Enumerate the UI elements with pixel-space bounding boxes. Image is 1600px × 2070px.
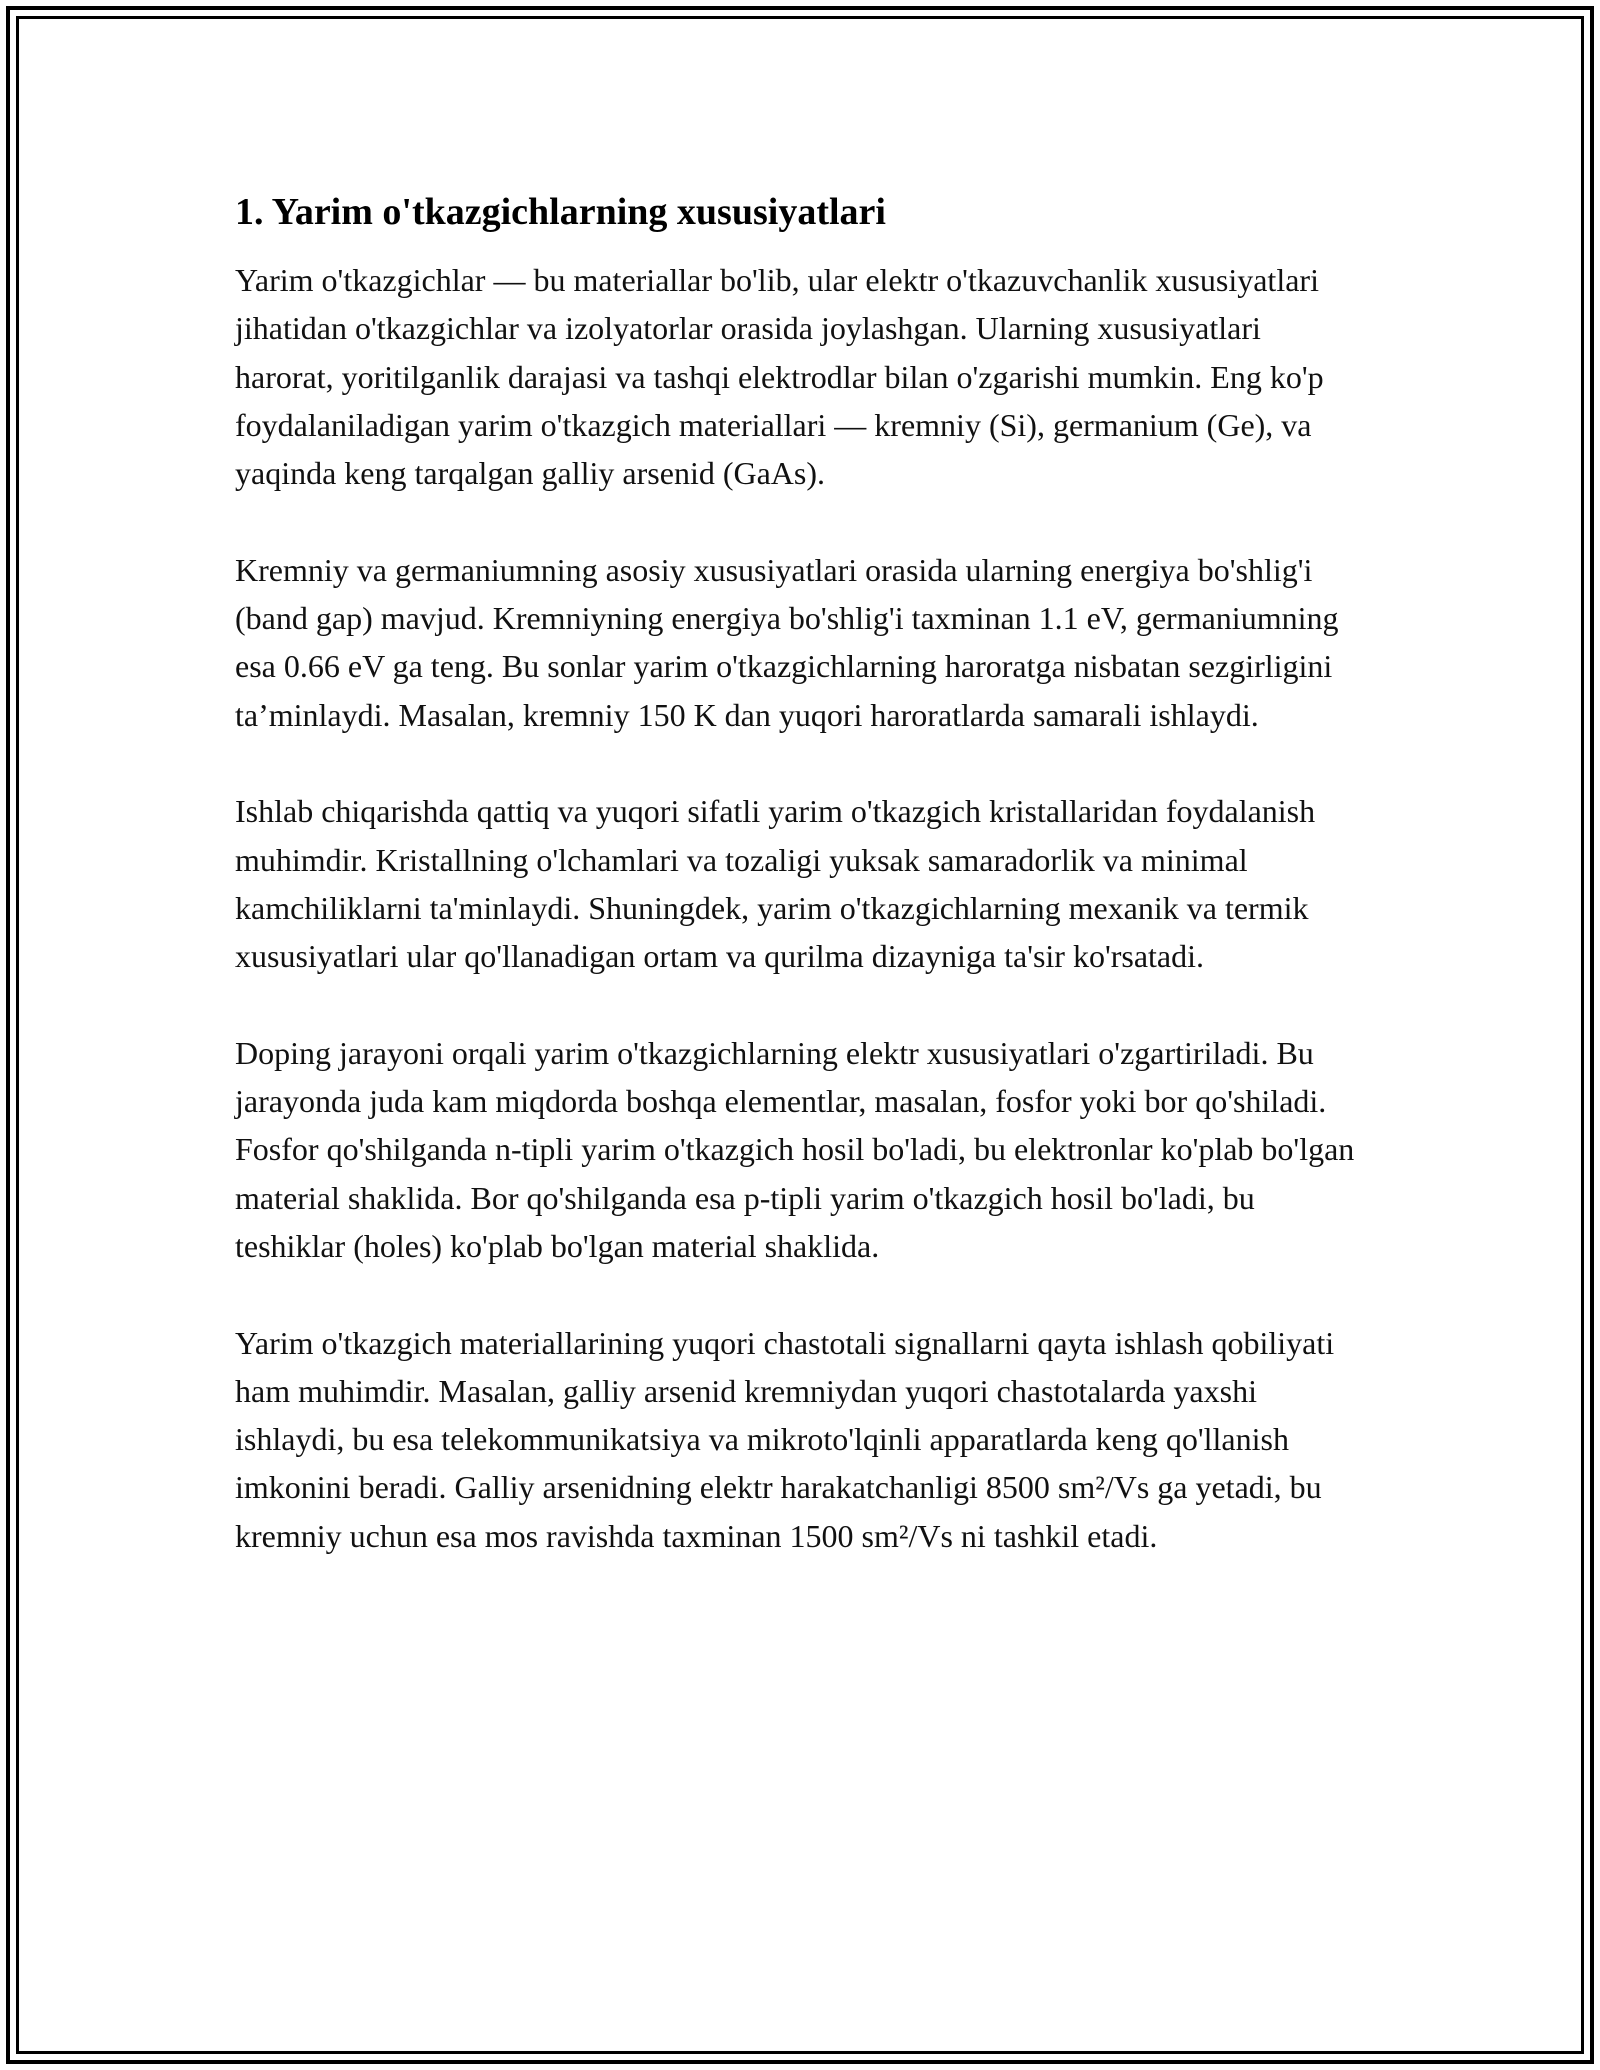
paragraph-high-frequency: Yarim o'tkazgich materiallarining yuqori chastotali signallarni qayta ishlash qobiliyati ham muhimdir. Masalan, galliy arsenid kremniydan yuqori chastotalarda yaxshi ishlaydi, bu esa telekommunikatsiya va mikroto'lqinli apparatlarda keng qo'llanish imkonini beradi. Galliy arsenidning elektr harakatchanligi 8500 sm²/Vs ga yetadi, bu kremniy uchun esa mos ravishda taxminan 1500 sm²/Vs ni tashkil etadi. (235, 1324, 1335, 1554)
paragraph-semiconductor-definition: Yarim o'tkazgichlar — bu materiallar bo'lib, ular elektr o'tkazuvchanlik xususiyatlari jihatidan o'tkazgichlar va izolyatorlar orasida joylashgan. Ularning xususiyatlari harorat, yoritilganlik darajasi va tashqi elektrodlar bilan o'zgarishi mumkin. Eng ko'p foydalaniladigan yarim o'tkazgich materiallari — kremniy (Si), germanium (Ge), va yaqinda keng tarqalgan galliy arsenid (GaAs). (235, 262, 1324, 492)
document-body (235, 188, 1365, 1608)
paragraph-doping: Doping jarayoni orqali yarim o'tkazgichlarning elektr xususiyatlari o'zgartiriladi. Bu jarayonda juda kam miqdorda boshqa elementlar, masalan, fosfor yoki bor qo'shiladi. Fosfor qo'shilganda n-tipli yarim o'tkazgich hosil bo'ladi, bu elektronlar ko'plab bo'lgan material shaklida. Bor qo'shilganda esa p-tipli yarim o'tkazgich hosil bo'ladi, bu teshiklar (holes) ko'plab bo'lgan material shaklida. (235, 1034, 1355, 1264)
section-heading: 1. Yarim o'tkazgichlarning xususiyatlari (235, 191, 886, 233)
paragraph-band-gap: Kremniy va germaniumning asosiy xususiyatlari orasida ularning energiya bo'shlig'i (band gap) mavjud. Kremniyning energiya bo'shlig'i taxminan 1.1 eV, germaniumning esa 0.66 eV ga teng. Bu sonlar yarim o'tkazgichlarning haroratga nisbatan sezgirligini ta’minlaydi. Masalan, kremniy 150 K dan yuqori haroratlarda samarali ishlaydi. (235, 551, 1339, 733)
paragraph-crystal-quality: Ishlab chiqarishda qattiq va yuqori sifatli yarim o'tkazgich kristallaridan foydalanish muhimdir. Kristallning o'lchamlari va tozaligi yuksak samaradorlik va minimal kamchiliklarni ta'minlaydi. Shuningdek, yarim o'tkazgichlarning mexanik va termik xususiyatlari ular qo'llanadigan ortam va qurilma dizayniga ta'sir ko'rsatadi. (235, 793, 1316, 975)
